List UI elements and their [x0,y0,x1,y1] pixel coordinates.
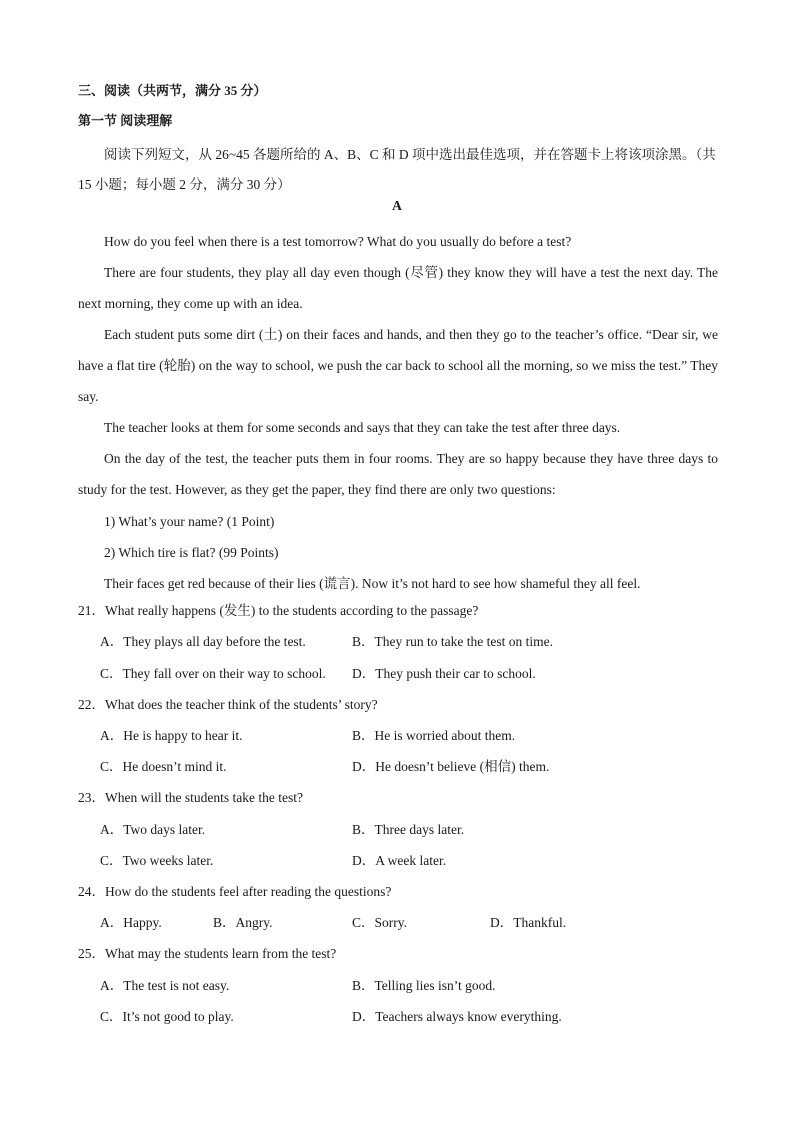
question-stem: 25．What may the students learn from the test? [78,946,337,961]
passage-paragraph: The teacher looks at them for some seconds and says that they can take the test after three days. [104,420,621,435]
question-stem: 21．What really happens (发生) to the students according to the passage? [78,603,479,618]
passage-paragraph: There are four students, they play all day even though (尽管) they know they will have a test the next day. The next morning, they come up with an idea. [78,265,718,311]
option-a[interactable]: A．He is happy to hear it. [100,728,243,743]
option-b[interactable]: B．Telling lies isn’t good. [352,978,496,993]
section-title: 三、阅读（共两节，满分 35 分） [78,83,267,98]
passage-paragraph: How do you feel when there is a test tomorrow? What do you usually do before a test? [104,234,572,249]
question-stem: 22．What does the teacher think of the students’ story? [78,697,378,712]
option-a[interactable]: A．They plays all day before the test. [100,634,306,649]
passage-paragraph: Their faces get red because of their lies (谎言). Now it’s not hard to see how shameful they all feel. [104,576,641,591]
option-c[interactable]: C．Two weeks later. [100,853,214,868]
option-a[interactable]: A．Happy. [100,915,162,930]
option-d[interactable]: D．He doesn’t believe (相信) them. [352,759,550,774]
question-stem: 23．When will the students take the test? [78,790,303,805]
option-d[interactable]: D．A week later. [352,853,447,868]
passage-letter: A [392,198,402,213]
passage-paragraph: 2) Which tire is flat? (99 Points) [104,545,279,560]
passage-paragraph: On the day of the test, the teacher puts them in four rooms. They are so happy because they have three days to study for the test. However, as they get the paper, they find there are only two questions: [78,451,718,497]
question-stem: 24．How do the students feel after reading the questions? [78,884,392,899]
option-c[interactable]: C．He doesn’t mind it. [100,759,227,774]
option-c[interactable]: C．They fall over on their way to school. [100,666,326,681]
passage-paragraph: 1) What’s your name? (1 Point) [104,514,275,529]
instructions: 阅读下列短文，从 26~45 各题所给的 A、B、C 和 D 项中选出最佳选项，并在答题卡上将该项涂黑。（共 15 小题；每小题 2 分，满分 30 分） [78,147,716,192]
option-c[interactable]: C．It’s not good to play. [100,1009,234,1024]
option-a[interactable]: A．Two days later. [100,822,206,837]
option-d[interactable]: D．Thankful. [490,915,567,930]
option-a[interactable]: A．The test is not easy. [100,978,230,993]
option-c[interactable]: C．Sorry. [352,915,408,930]
option-b[interactable]: B．They run to take the test on time. [352,634,553,649]
option-d[interactable]: D．Teachers always know everything. [352,1009,562,1024]
passage-paragraph: Each student puts some dirt (土) on their faces and hands, and then they go to the teacher’s office. “Dear sir, we have a flat tire (轮胎) on the way to school, we push the car back to school all the morning, so we miss the test.” They say. [78,327,718,404]
option-b[interactable]: B．He is worried about them. [352,728,516,743]
option-b[interactable]: B．Three days later. [352,822,465,837]
option-b[interactable]: B．Angry. [213,915,273,930]
subsection-title: 第一节 阅读理解 [78,113,173,128]
option-d[interactable]: D．They push their car to school. [352,666,536,681]
